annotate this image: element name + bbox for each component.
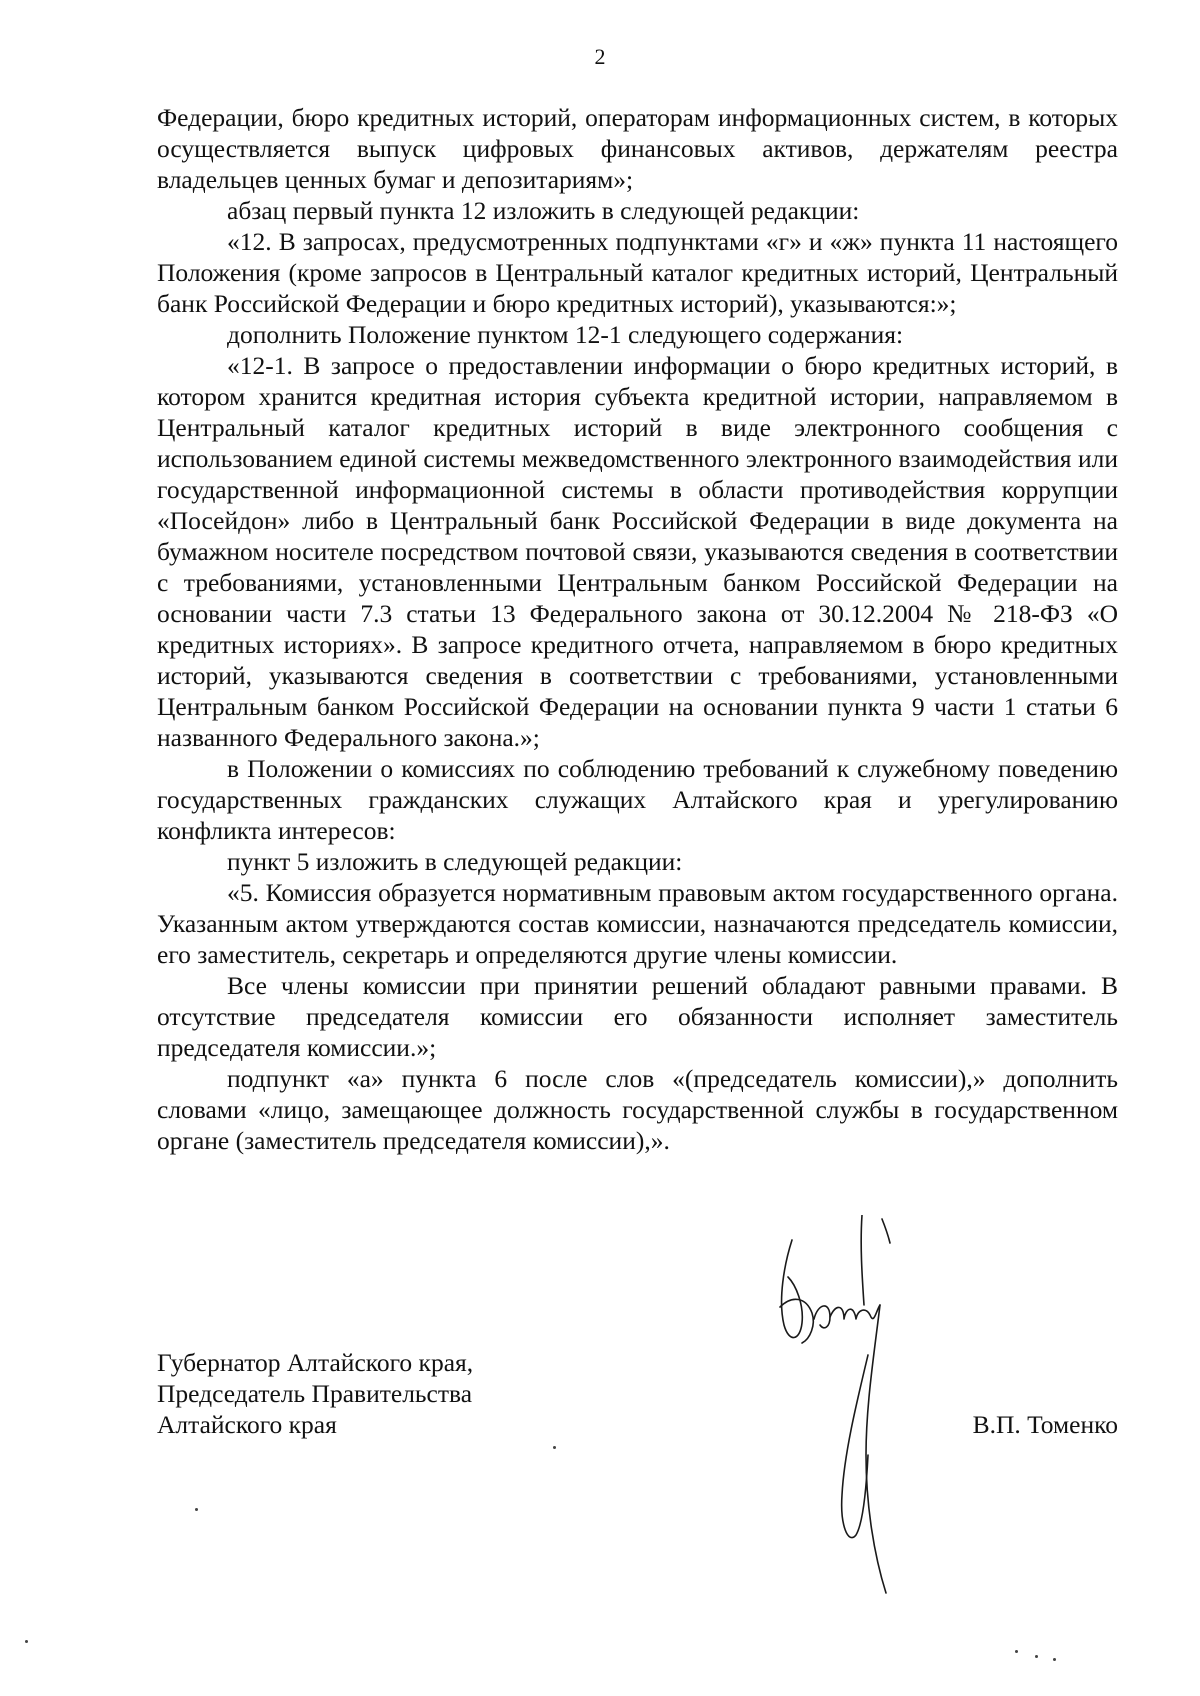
signatory-position (157, 1347, 473, 1440)
scan-speck (1053, 1658, 1056, 1661)
document-body (157, 102, 1118, 1156)
scan-speck (195, 1508, 198, 1511)
page-number: 2 (594, 44, 606, 69)
paragraph-instruction-clause-12-1: дополнить Положение пунктом 12-1 следующего содержания: (227, 320, 904, 349)
signatory-name: В.П. Томенко (972, 1410, 1118, 1439)
signatory-position-line: Председатель Правительства (157, 1379, 473, 1408)
signature-block (157, 1347, 1118, 1437)
signatory-position-line: Губернатор Алтайского края, (157, 1348, 474, 1377)
scan-speck (1035, 1655, 1038, 1658)
paragraph-clause-12: «12. В запросах, предусмотренных подпунктами «г» и «ж» пункта 11 настоящего Положения (кроме запросов в Центральный каталог кредитных историй, Центральный банк Российской Федерации и бюро кредитных историй), указываются:»; (157, 227, 1118, 318)
scan-speck (1015, 1650, 1018, 1653)
paragraph-clause-12-1: «12-1. В запросе о предоставлении информации о бюро кредитных историй, в котором хранится кредитная история субъекта кредитной истории, направляемом в Центральный каталог кредитных историй в виде электронного сообщения с использованием единой системы межведомственного электронного взаимодействия или государственной информационной системы в области противодействия коррупции «Посейдон» либо в Центральный банк Российской Федерации в виде документа на бумажном носителе посредством почтовой связи, указываются сведения в соответствии с требованиями, установленными Центральным банком Российской Федерации на основании части 7.3 статьи 13 Федерального закона от 30.12.2004 № 218-ФЗ «О кредитных историях». В запросе кредитного отчета, направляемом в бюро кредитных историй, указываются сведения в соответствии с требованиями, установленными Центральным банком Российской Федерации на основании пункта 9 части 1 статьи 6 названного Федерального закона.»; (157, 351, 1118, 752)
paragraph-instruction-clause-12: абзац первый пункта 12 изложить в следующей редакции: (227, 196, 860, 225)
paragraph-subclause-a-clause-6: подпункт «а» пункта 6 после слов «(председатель комиссии),» дополнить словами «лицо, замещающее должность государственной службы в государственном органе (заместитель председателя комиссии),». (157, 1064, 1118, 1155)
signatory-position-line: Алтайского края (157, 1410, 337, 1439)
paragraph-commission-regulation: в Положении о комиссиях по соблюдению требований к служебному поведению государственных гражданских служащих Алтайского края и урегулированию конфликта интересов: (157, 754, 1118, 845)
paragraph-instruction-clause-5: пункт 5 изложить в следующей редакции: (227, 847, 683, 876)
paragraph-clause-5-continued: Все члены комиссии при принятии решений обладают равными правами. В отсутствие председателя комиссии его обязанности исполняет заместитель председателя комиссии.»; (157, 971, 1118, 1062)
paragraph-clause-5: «5. Комиссия образуется нормативным правовым актом государственного органа. Указанным актом утверждаются состав комиссии, назначаются председатель комиссии, его заместитель, секретарь и определяются другие члены комиссии. (157, 878, 1118, 969)
handwritten-signature (770, 1215, 930, 1615)
scan-speck (25, 1640, 28, 1643)
paragraph-continuation: Федерации, бюро кредитных историй, операторам информационных систем, в которых осуществляется выпуск цифровых финансовых активов, держателям реестра владельцев ценных бумаг и депозитариям»; (157, 103, 1118, 194)
scan-speck (553, 1446, 556, 1449)
